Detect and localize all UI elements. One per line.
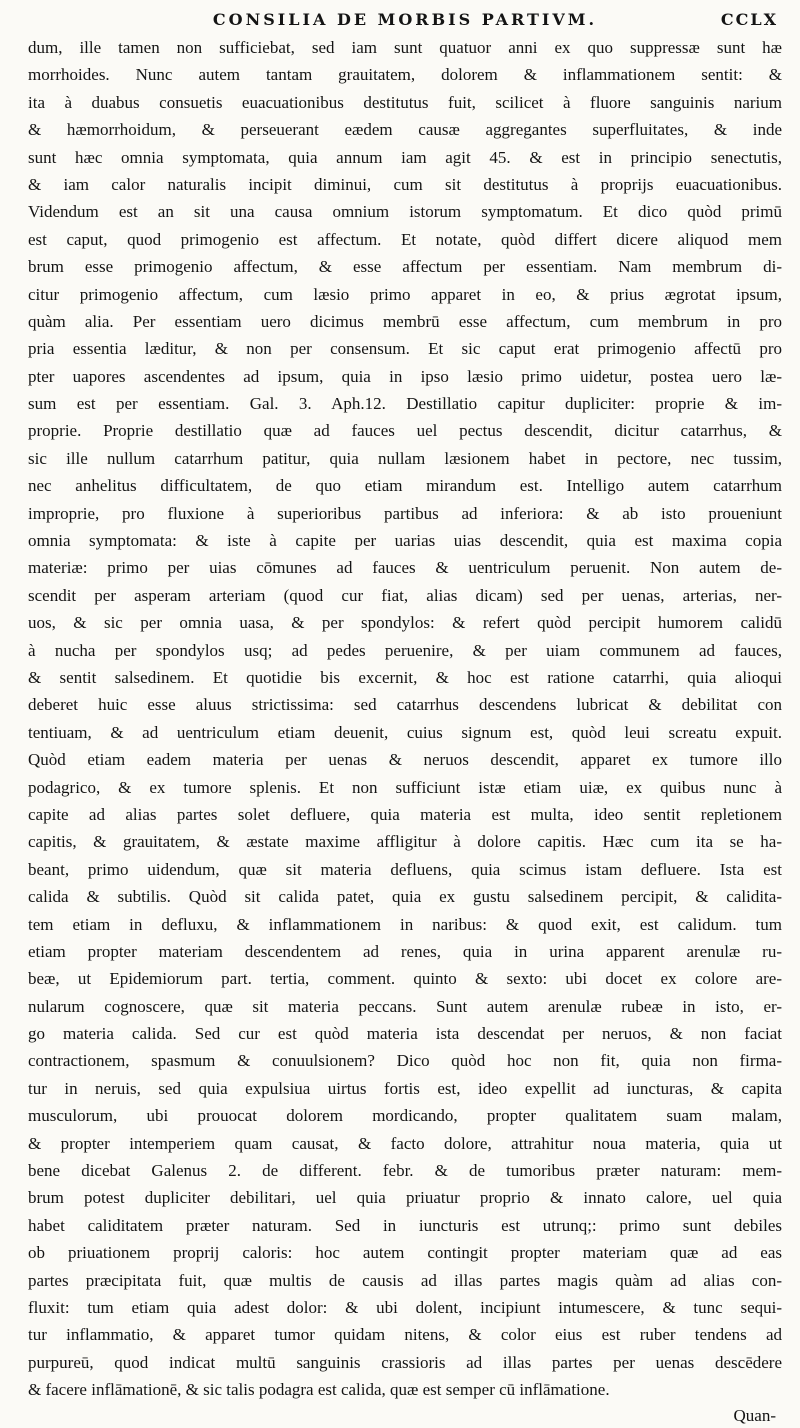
text-line: ita à duabus consuetis euacuationibus destitutus fuit, scilicet à fluore sanguinis narium	[28, 92, 782, 112]
text-line: improprie, pro fluxione à superioribus partibus ad inferiora: & ab isto proueniunt	[28, 503, 782, 523]
text-line: brum potest dupliciter debilitari, uel quia priuatur proprio & innato calore, uel quia	[28, 1188, 782, 1208]
text-line: podagrico, & ex tumore splenis. Et non sufficiunt istæ etiam uiæ, ex quibus nunc à	[28, 777, 782, 797]
text-line: capitis, & grauitatem, & æstate maxime affligitur à dolore capitis. Hæc cum ita se ha-	[28, 832, 782, 852]
text-line: sum est per essentiam. Gal. 3. Aph.12. Destillatio capitur dupliciter: proprie & im-	[28, 394, 782, 414]
page-header	[28, 6, 782, 34]
text-line: dum, ille tamen non sufficiebat, sed iam sunt quatuor anni ex quo suppressæ sunt hæ	[28, 38, 782, 57]
text-line: partes præcipitata fuit, quæ multis de causis ad illas partes magis quàm ad alias con-	[28, 1270, 782, 1290]
text-line: bene dicebat Galenus 2. de different. febr. & de tumoribus præter naturam: mem-	[28, 1161, 782, 1181]
text-line: & sentit salsedinem. Et quotidie bis excernit, & hoc est ratione catarrhi, quia alioqui	[28, 667, 782, 687]
text-line: tentiuam, & ad uentriculum etiam deuenit, cuius signum est, quòd leui screatu expuit.	[28, 722, 782, 742]
running-title: CONSILIA DE MORBIS PARTIVM.	[212, 10, 598, 29]
text-line: deberet huic esse aluus strictissima: sed catarrhus descendens lubricat & debilitat con	[28, 695, 782, 715]
text-line: est caput, quod primogenio est affectum. Et notate, quòd differt dicere aliquod mem	[28, 229, 782, 249]
text-line: etiam propter materiam descendentem ad renes, quia in urina apparent arenulæ ru-	[28, 941, 782, 961]
text-line: quàm alia. Per essentiam uero dicimus membrū esse affectum, cum membrum in pro	[28, 311, 782, 331]
text-line: contractionem, spasmum & conuulsionem? Dico quòd hoc non fit, quia non firma-	[28, 1051, 782, 1071]
text-line: pria essentia læditur, & non per consensum. Et sic caput erat primogenio affectū pro	[28, 339, 782, 359]
text-line: fluxit: tum etiam quia adest dolor: & ubi dolent, incipiunt intumescere, & tunc sequi-	[28, 1297, 782, 1317]
text-line: beant, primo uidendum, quæ sit materia defluens, quia scimus istam defluere. Ista est	[28, 859, 782, 879]
body-text	[28, 34, 782, 1404]
text-line: & iam calor naturalis incipit diminui, cum sit destitutus à proprijs euacuationibus.	[28, 174, 782, 194]
text-line: beæ, ut Epidemiorum part. tertia, comment. quinto & sexto: ubi docet ex colore are-	[28, 969, 782, 989]
text-line: & propter intemperiem quam causat, & facto dolore, attrahitur noua materia, quia ut	[28, 1133, 782, 1153]
text-line: tem etiam in defluxu, & inflammationem in naribus: & quod exit, est calidum. tum	[28, 914, 782, 934]
text-line: habet caliditatem præter naturam. Sed in iuncturis est utrunq;: primo sunt debiles	[28, 1215, 782, 1235]
text-line: musculorum, ubi prouocat dolorem mordicando, propter qualitatem suam malam,	[28, 1106, 782, 1126]
text-line: citur primogenio affectum, cum læsio primo apparet in eo, & prius ægrotat ipsum,	[28, 284, 782, 304]
text-line: morrhoides. Nunc autem tantam grauitatem, dolorem & inflammationem sentit: &	[28, 65, 782, 85]
text-line: materiæ: primo per uias cōmunes ad fauces & uentriculum peruenit. Non autem de-	[28, 558, 782, 578]
catchword: Quan-	[733, 1405, 776, 1425]
text-line: & hæmorrhoidum, & perseuerant eædem causæ aggregantes superfluitates, & inde	[28, 120, 782, 140]
text-line: pter uapores ascendentes ad ipsum, quia in ipso læsio primo uidetur, postea uero læ-	[28, 366, 782, 386]
text-line: sic ille nullum catarrhum patitur, quia nullam læsionem habet in pectore, nec tussim,	[28, 448, 782, 468]
folio-number: CCLX	[720, 10, 778, 29]
text-line: calida & subtilis. Quòd sit calida patet, quia ex gustu salsedinem percipit, & calidita-	[28, 887, 782, 907]
text-line: proprie. Proprie destillatio quæ ad fauces uel pectus descendit, dicitur catarrhus, &	[28, 421, 782, 441]
text-line: omnia symptomata: & iste à capite per uarias uias descendit, quia est maxima copia	[28, 531, 782, 551]
text-line: uos, & sic per omnia uasa, & per spondylos: & refert quòd percipit humorem calidū	[28, 613, 782, 633]
text-line: go materia calida. Sed cur est quòd materia ista descendat per neruos, & non faciat	[28, 1024, 782, 1044]
text-line: nec anhelitus difficultatem, de quo etiam mirandum est. Intelligo autem catarrhum	[28, 476, 782, 496]
text-line: capite ad alias partes solet defluere, quia materia est multa, ideo sentit repletionem	[28, 804, 782, 824]
text-line: brum esse primogenio affectum, & esse affectum per essentiam. Nam membrum di-	[28, 257, 782, 277]
text-line: nularum cognoscere, quæ sit materia peccans. Sunt autem arenulæ rubeæ in isto, er-	[28, 996, 782, 1016]
text-line: Videndum est an sit una causa omnium istorum symptomatum. Et dico quòd primū	[28, 202, 782, 222]
text-line: purpureū, quod indicat multū sanguinis crassioris ad illas partes per uenas descēdere	[28, 1352, 782, 1372]
text-line: & facere inflāmationē, & sic talis podagra est calida, quæ est semper cū inflāmatione.	[28, 1380, 610, 1400]
text-line: scendit per asperam arteriam (quod cur fiat, alias dicam) sed per uenas, arterias, ner-	[28, 585, 782, 605]
text-line: sunt hæc omnia symptomata, quia annum iam agit 45. & est in principio senectutis,	[28, 147, 782, 167]
text-line: ob priuationem proprij caloris: hoc autem contingit propter materiam quæ ad eas	[28, 1243, 782, 1263]
text-line: tur in neruis, sed quia expulsiua uirtus fortis est, ideo expellit ad iuncturas, & capita	[28, 1078, 782, 1098]
text-line: Quòd etiam eadem materia per uenas & neruos descendit, apparet ex tumore illo	[28, 750, 782, 770]
text-line: à nucha per spondylos usq; ad pedes peruenire, & per uiam communem ad fauces,	[28, 640, 782, 660]
text-line: tur inflammatio, & apparet tumor quidam nitens, & color eius est ruber tendens ad	[28, 1325, 782, 1345]
